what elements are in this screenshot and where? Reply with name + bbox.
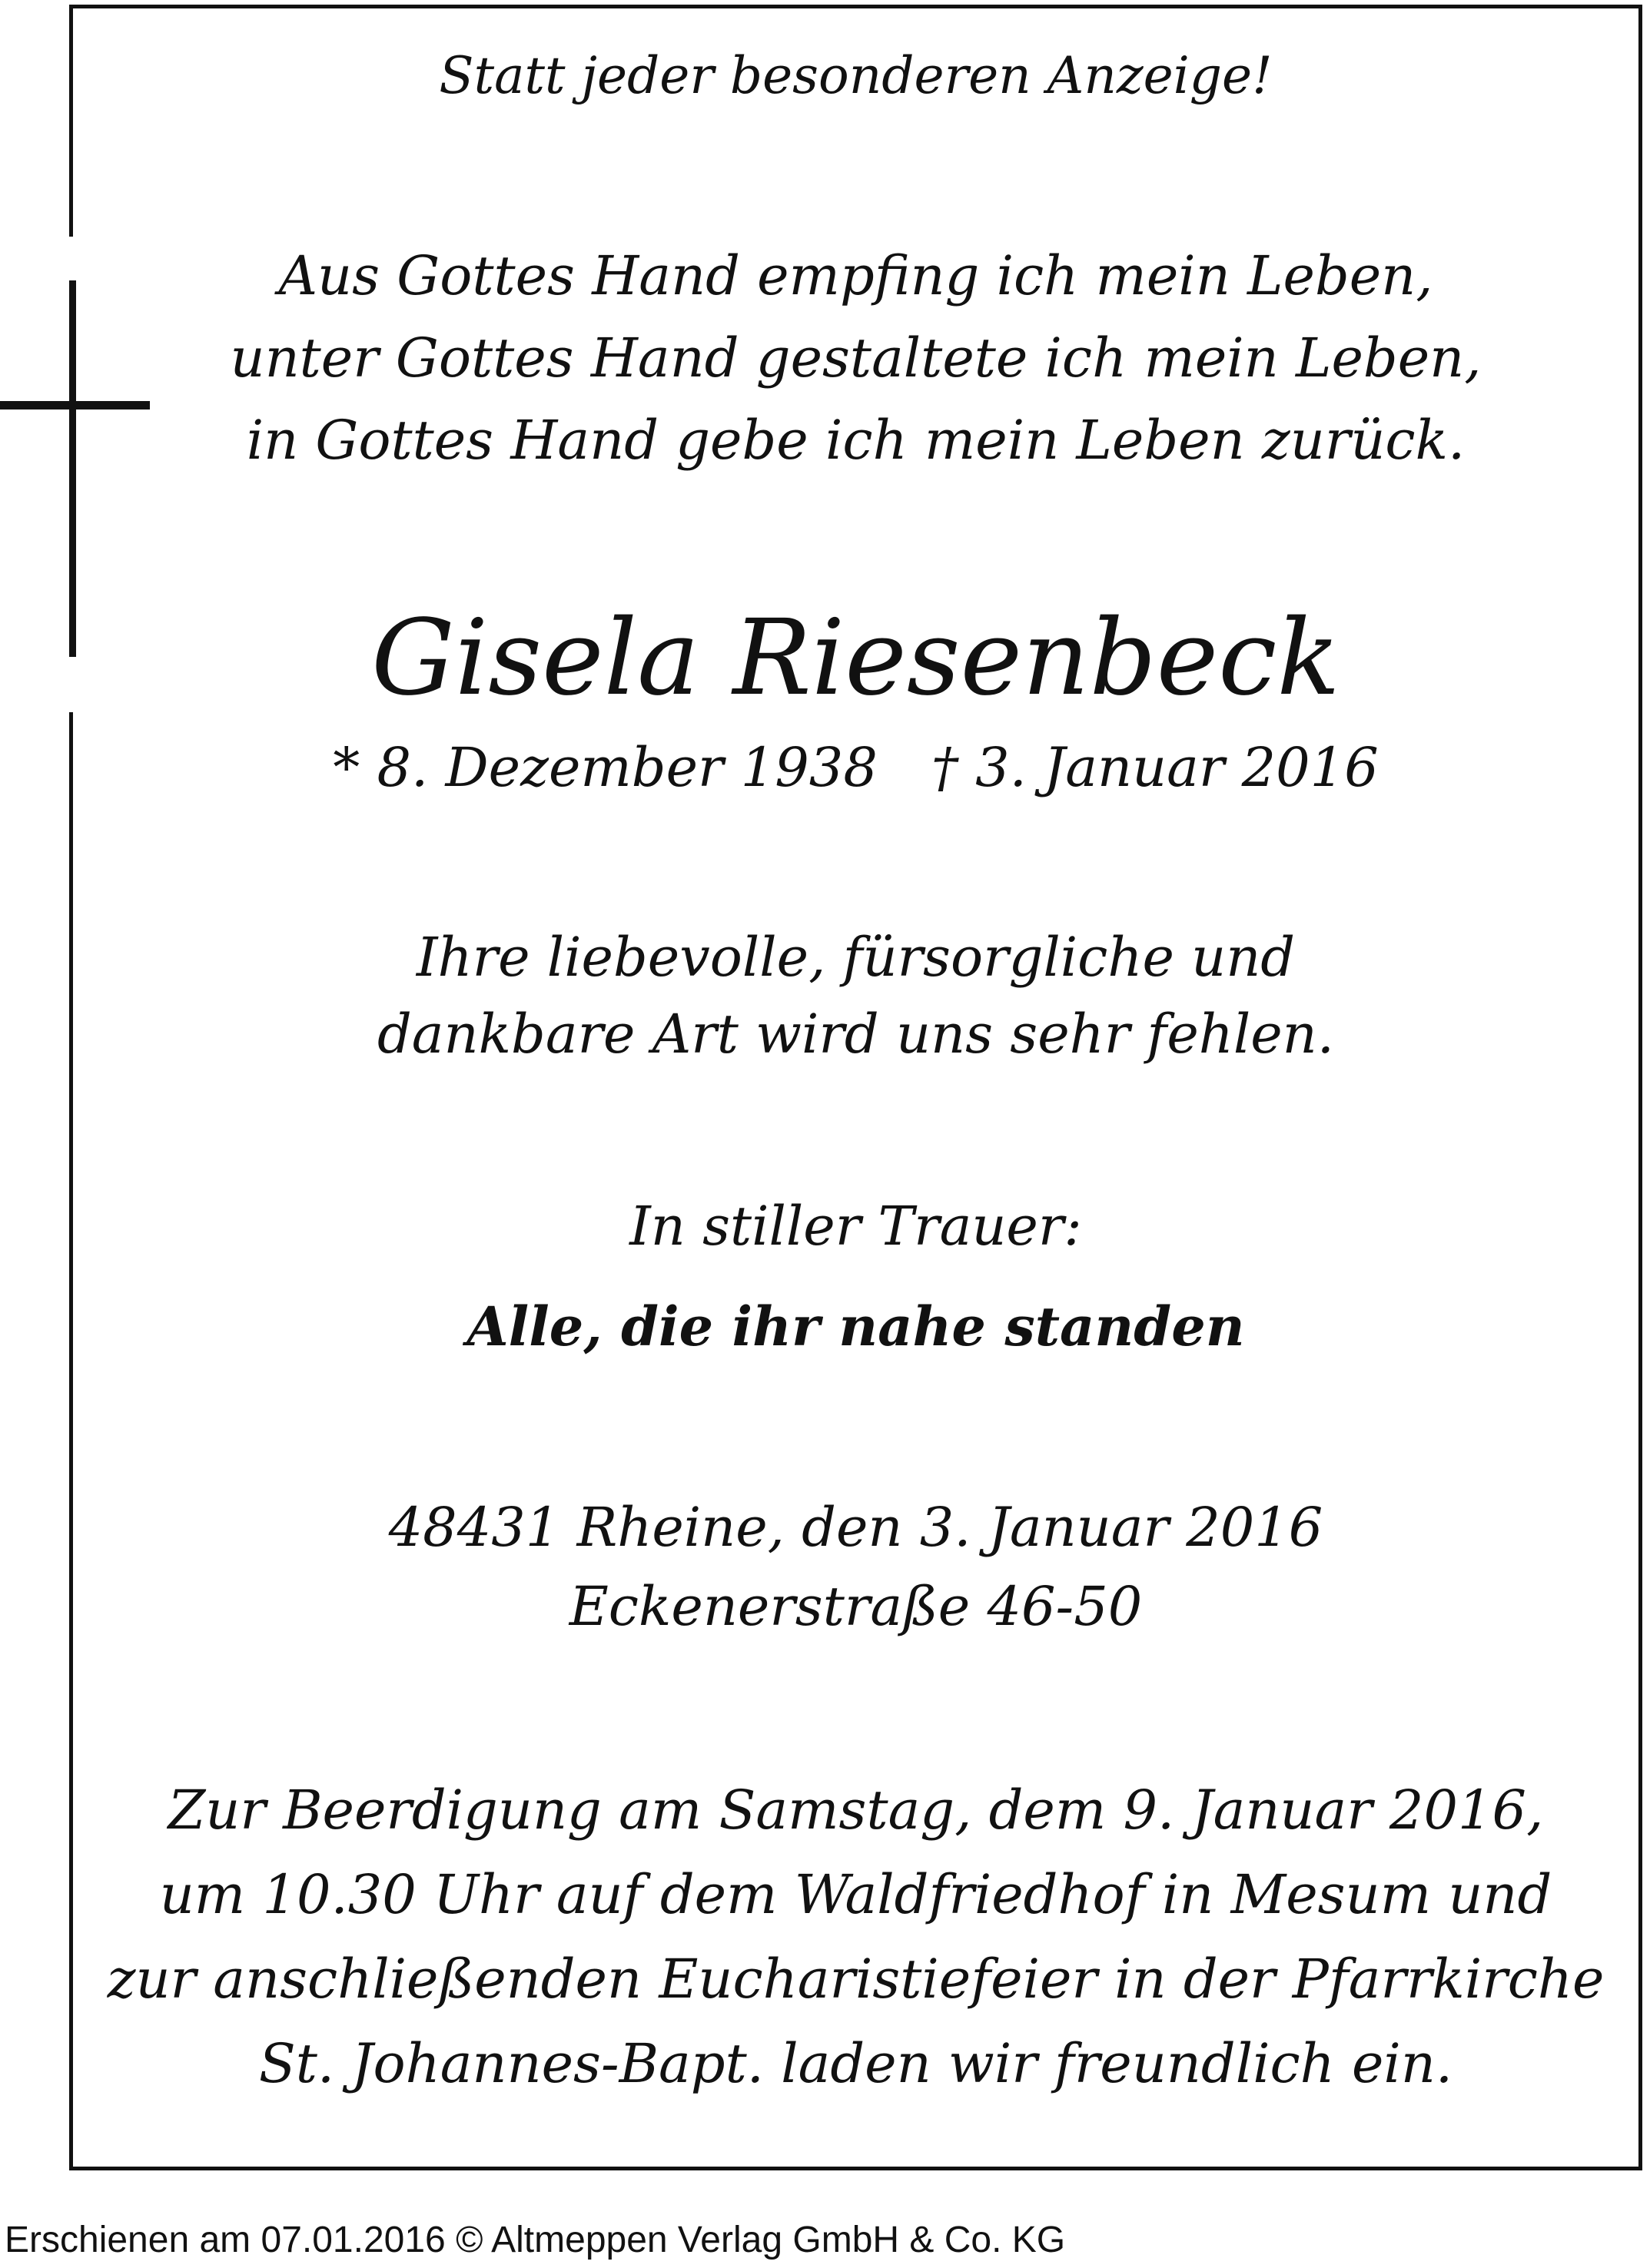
funeral-line: St. Johannes-Bapt. laden wir freundlich ein. [258,2032,1453,2095]
funeral-line: um 10.30 Uhr auf dem Waldfriedhof in Mesum und [159,1863,1552,1926]
funeral-line: zur anschließenden Eucharistiefeier in der Pfarrkirche [107,1948,1605,2011]
death-date: † 3. Januar 2016 [931,736,1379,799]
verse-line: in Gottes Hand gebe ich mein Leben zurück. [246,409,1466,472]
address-line: 48431 Rheine, den 3. Januar 2016 [388,1496,1323,1559]
frame-top-border [69,5,1642,8]
tribute-line: Ihre liebevolle, fürsorgliche und [416,926,1296,989]
tribute-line: dankbare Art wird uns sehr fehlen. [377,1003,1334,1066]
notice-heading: Statt jeder besonderen Anzeige! [439,46,1273,105]
funeral-line: Zur Beerdigung am Samstag, dem 9. Januar 2016, [168,1779,1544,1842]
address-line: Eckenerstraße 46-50 [569,1575,1143,1638]
verse-line: unter Gottes Hand gestaltete ich mein Leben, [230,327,1482,390]
birth-date: * 8. Dezember 1938 [333,736,878,799]
deceased-name: Gisela Riesenbeck [371,598,1340,719]
mourners: Alle, die ihr nahe standen [466,1295,1245,1358]
frame-left-border-upper [69,5,73,237]
life-dates [73,736,1638,799]
frame-bottom-border [69,2167,1642,2170]
frame-right-border [1638,5,1642,2170]
verse-line: Aus Gottes Hand empfing ich mein Leben, [278,244,1433,307]
publication-footer: Erschienen am 07.01.2016 © Altmeppen Verlag GmbH & Co. KG [5,2220,1066,2260]
mourning-label: In stiller Trauer: [629,1195,1082,1258]
